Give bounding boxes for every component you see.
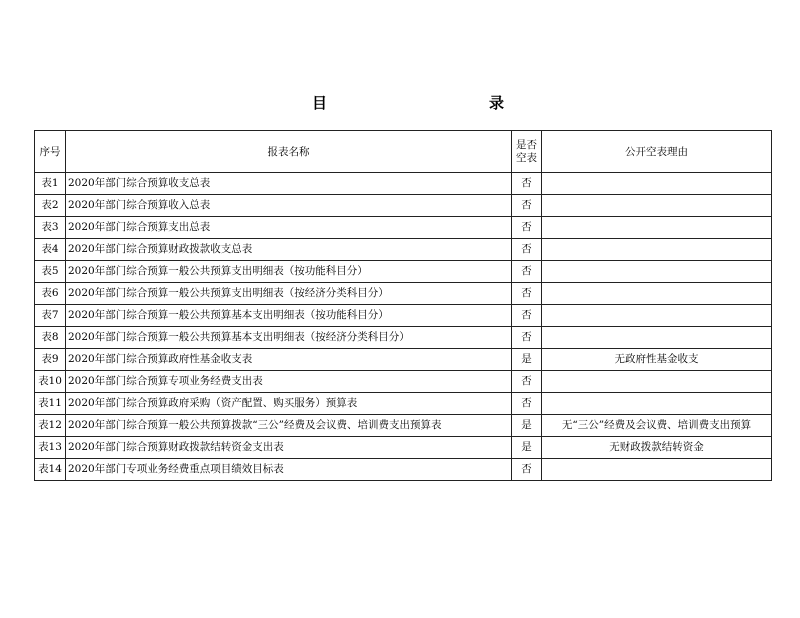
row-seq: 表2 [35, 195, 66, 217]
row-reason [542, 239, 772, 261]
row-seq: 表1 [35, 173, 66, 195]
row-name: 2020年部门综合预算专项业务经费支出表 [66, 371, 512, 393]
row-name: 2020年部门综合预算收支总表 [66, 173, 512, 195]
header-reason: 公开空表理由 [542, 131, 772, 173]
table-row [35, 371, 772, 393]
row-seq: 表3 [35, 217, 66, 239]
row-reason [542, 195, 772, 217]
row-seq: 表5 [35, 261, 66, 283]
table-row [35, 173, 772, 195]
table-row [35, 305, 772, 327]
row-seq: 表4 [35, 239, 66, 261]
row-empty: 否 [512, 283, 542, 305]
row-reason [542, 459, 772, 481]
header-seq: 序号 [35, 131, 66, 173]
row-empty: 否 [512, 459, 542, 481]
row-empty: 否 [512, 239, 542, 261]
table-row [35, 217, 772, 239]
row-reason [542, 393, 772, 415]
row-name: 2020年部门综合预算财政拨款结转资金支出表 [66, 437, 512, 459]
row-name: 2020年部门综合预算一般公共预算基本支出明细表（按功能科目分） [66, 305, 512, 327]
table-header-row [35, 131, 772, 173]
row-seq: 表6 [35, 283, 66, 305]
title-char-right: 录 [489, 94, 505, 112]
row-empty: 否 [512, 173, 542, 195]
table-row [35, 239, 772, 261]
row-empty: 否 [512, 195, 542, 217]
row-reason: 无政府性基金收支 [542, 349, 772, 371]
page-title [0, 92, 800, 116]
table-row [35, 261, 772, 283]
row-reason [542, 371, 772, 393]
table-row [35, 195, 772, 217]
table-row [35, 393, 772, 415]
row-name: 2020年部门专项业务经费重点项目绩效目标表 [66, 459, 512, 481]
row-seq: 表14 [35, 459, 66, 481]
table-row [35, 415, 772, 437]
row-seq: 表7 [35, 305, 66, 327]
row-seq: 表11 [35, 393, 66, 415]
row-seq: 表12 [35, 415, 66, 437]
row-seq: 表13 [35, 437, 66, 459]
row-reason: 无财政拨款结转资金 [542, 437, 772, 459]
title-char-left: 目 [312, 94, 328, 112]
row-reason [542, 173, 772, 195]
row-empty: 是 [512, 415, 542, 437]
table-row [35, 283, 772, 305]
row-name: 2020年部门综合预算一般公共预算支出明细表（按经济分类科目分） [66, 283, 512, 305]
row-name: 2020年部门综合预算支出总表 [66, 217, 512, 239]
row-reason [542, 217, 772, 239]
row-reason [542, 327, 772, 349]
table-row [35, 459, 772, 481]
row-reason [542, 261, 772, 283]
header-name: 报表名称 [66, 131, 512, 173]
row-seq: 表8 [35, 327, 66, 349]
table-row [35, 437, 772, 459]
row-name: 2020年部门综合预算一般公共预算拨款“三公”经费及会议费、培训费支出预算表 [66, 415, 512, 437]
row-empty: 否 [512, 393, 542, 415]
row-empty: 否 [512, 327, 542, 349]
row-empty: 否 [512, 261, 542, 283]
row-name: 2020年部门综合预算一般公共预算支出明细表（按功能科目分） [66, 261, 512, 283]
row-name: 2020年部门综合预算一般公共预算基本支出明细表（按经济分类科目分） [66, 327, 512, 349]
catalog-table [34, 130, 772, 481]
row-empty: 是 [512, 437, 542, 459]
row-empty: 否 [512, 305, 542, 327]
row-name: 2020年部门综合预算收入总表 [66, 195, 512, 217]
row-name: 2020年部门综合预算政府性基金收支表 [66, 349, 512, 371]
row-reason: 无“三公”经费及会议费、培训费支出预算 [542, 415, 772, 437]
table-row [35, 327, 772, 349]
row-seq: 表10 [35, 371, 66, 393]
row-empty: 是 [512, 349, 542, 371]
header-empty: 是否空表 [512, 131, 542, 173]
row-seq: 表9 [35, 349, 66, 371]
row-empty: 否 [512, 371, 542, 393]
row-name: 2020年部门综合预算财政拨款收支总表 [66, 239, 512, 261]
row-reason [542, 305, 772, 327]
row-name: 2020年部门综合预算政府采购（资产配置、购买服务）预算表 [66, 393, 512, 415]
table-row [35, 349, 772, 371]
row-empty: 否 [512, 217, 542, 239]
row-reason [542, 283, 772, 305]
